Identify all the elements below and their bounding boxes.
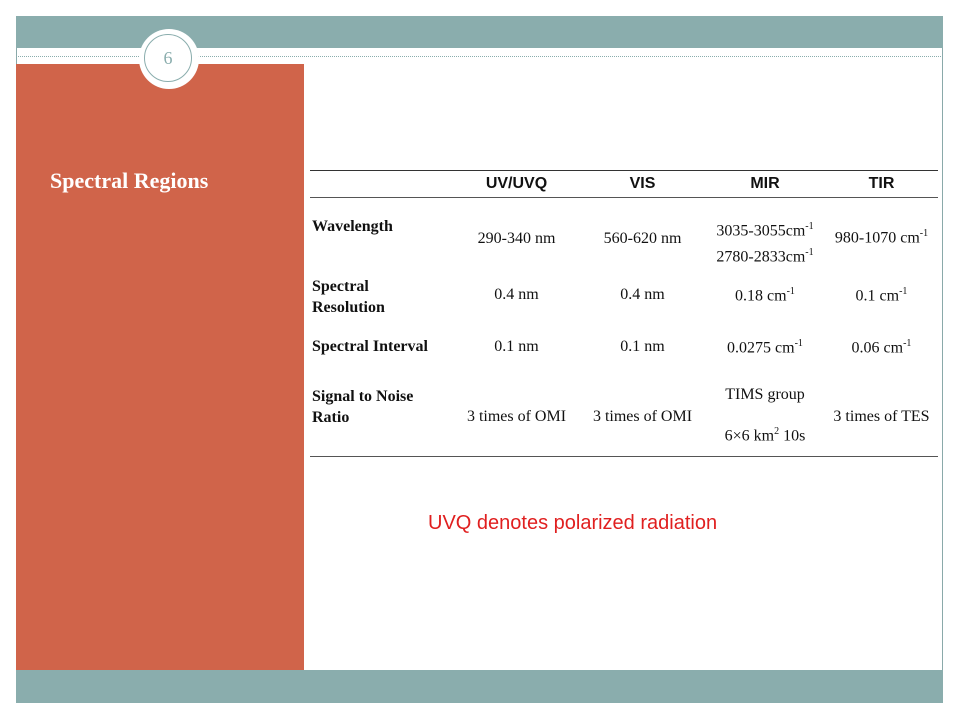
- table-row: [310, 332, 938, 378]
- cell-sup: -1: [919, 228, 929, 239]
- table-cell: [705, 198, 825, 272]
- table-cell: [580, 272, 705, 332]
- row-label-text: Spectral Interval: [312, 338, 428, 355]
- row-label-text: Wavelength: [312, 218, 393, 235]
- row-label-text: Spectral: [312, 278, 369, 295]
- table-cell: [825, 332, 938, 378]
- row-label: [310, 272, 453, 332]
- cell-sup: -1: [903, 338, 912, 349]
- cell-text: 560-620 nm: [603, 230, 682, 247]
- row-label-text: Ratio: [312, 409, 350, 426]
- cell-text: 0.1 nm: [494, 338, 539, 355]
- table-cell: [453, 378, 580, 456]
- footnote-text: UVQ denotes polarized radiation: [428, 512, 718, 534]
- cell-text: 3 times of OMI: [466, 408, 567, 425]
- cell-text: 3 times of OMI: [592, 408, 693, 425]
- cell-sup: -1: [805, 221, 814, 232]
- cell-sup: 2: [774, 426, 780, 437]
- cell-text: TIMS group: [725, 386, 805, 403]
- table-cell: [453, 272, 580, 332]
- cell-text: 980-1070 cm: [834, 229, 920, 247]
- table-cell: [453, 198, 580, 272]
- bottom-band: [16, 670, 943, 703]
- table-cell: [705, 378, 825, 456]
- cell-sup: -1: [786, 286, 795, 297]
- cell-text: 3035-3055cm: [716, 222, 806, 240]
- table-row: [310, 272, 938, 332]
- cell-text: 0.1 nm: [620, 338, 665, 355]
- cell-sup: -1: [794, 338, 803, 349]
- table-row: [310, 378, 938, 456]
- spectral-table: [310, 170, 938, 457]
- table-row: [310, 198, 938, 272]
- row-label: [310, 198, 453, 272]
- row-label-text: Signal to Noise: [312, 388, 414, 405]
- slide-number-badge: [139, 29, 199, 89]
- cell-sup: -1: [805, 247, 814, 259]
- cell-text: 2780-2833cm: [716, 248, 806, 266]
- row-label-text: Resolution: [312, 299, 385, 316]
- cell-text: 0.0275 cm: [727, 339, 795, 357]
- cell-text: 6×6 km: [724, 427, 775, 445]
- table-bottom-rule: [310, 456, 938, 457]
- header-cell: MIR: [750, 175, 780, 192]
- table-cell: [580, 332, 705, 378]
- table-cell: [825, 378, 938, 456]
- header-cell: TIR: [868, 175, 895, 192]
- slide-number: 6: [163, 47, 173, 68]
- table-cell: [705, 332, 825, 378]
- section-title: Spectral Regions: [50, 168, 209, 193]
- cell-sup: -1: [899, 286, 908, 297]
- cell-text: 3 times of TES: [833, 408, 930, 425]
- header-cell: VIS: [629, 175, 656, 192]
- table-cell: [580, 198, 705, 272]
- cell-text: 0.1 cm: [855, 287, 900, 305]
- cell-text: 290-340 nm: [477, 230, 556, 247]
- row-label: [310, 332, 453, 378]
- table-header-row: [310, 171, 938, 197]
- cell-text: 10s: [779, 427, 806, 445]
- slide-number-ring: [144, 34, 192, 82]
- table-cell: [825, 198, 938, 272]
- cell-text: 0.18 cm: [735, 287, 787, 305]
- table-cell: [705, 272, 825, 332]
- header-cell: UV/UVQ: [485, 175, 548, 192]
- left-panel: [16, 64, 304, 670]
- cell-text: 0.06 cm: [851, 339, 904, 357]
- table-cell: [825, 272, 938, 332]
- row-label: [310, 378, 453, 456]
- cell-text: 0.4 nm: [620, 286, 665, 303]
- cell-text: 0.4 nm: [494, 286, 539, 303]
- table-cell: [580, 378, 705, 456]
- table-cell: [453, 332, 580, 378]
